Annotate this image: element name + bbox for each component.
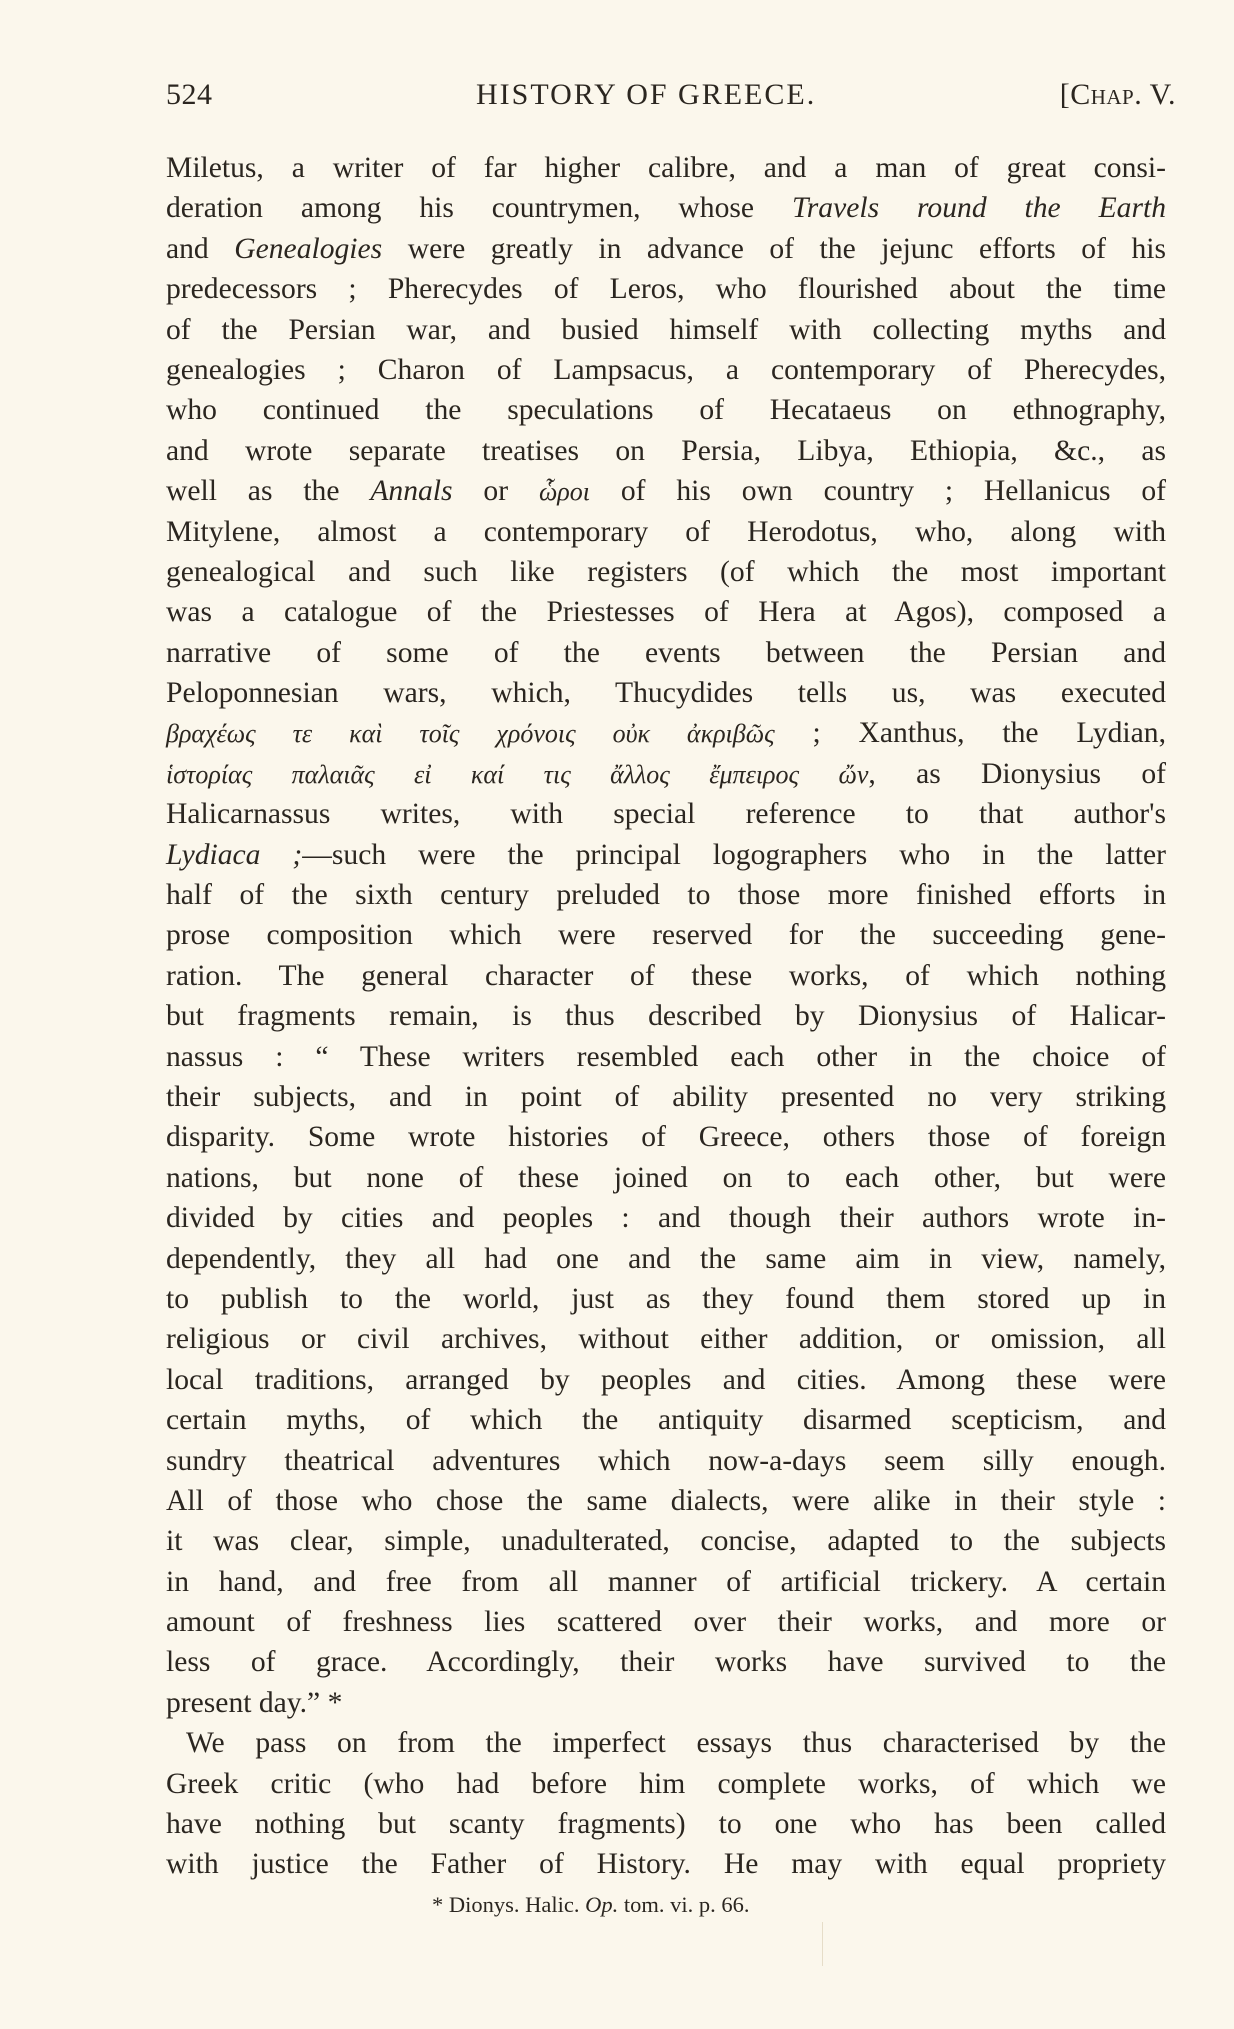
text-line: it was clear, simple, unadulterated, concise, adapted to the subjects — [166, 1525, 1166, 1558]
footnote-work: Op. — [585, 1892, 619, 1917]
text-line: certain myths, of which the antiquity disarmed scepticism, and — [166, 1404, 1166, 1437]
text-line: We pass on from the imperfect essays thus characterised by the — [186, 1727, 1166, 1760]
text-line: Mitylene, almost a contemporary of Herodotus, who, along with — [166, 515, 1166, 548]
text-line: narrative of some of the events between the Persian and — [166, 636, 1166, 669]
text-line: sundry theatrical adventures which now-a-days seem silly enough. — [166, 1444, 1166, 1477]
text-line: their subjects, and in point of ability presented no very striking — [166, 1080, 1166, 1113]
chapter-reference: [Chap. V. — [1059, 78, 1176, 111]
text-line: ration. The general character of these works, of which nothing — [166, 959, 1166, 992]
text-line: dependently, they all had one and the same aim in view, namely, — [166, 1242, 1166, 1275]
text-line: was a catalogue of the Priestesses of Hera at Agos), composed a — [166, 596, 1166, 629]
text-line: disparity. Some wrote histories of Greece, others those of foreign — [166, 1121, 1166, 1154]
footnote-text: Dionys. Halic. — [443, 1892, 586, 1917]
italic-title: Annals — [370, 475, 453, 508]
greek-quote: βραχέως τε καὶ τοῖς χρόνοις οὐκ ἀκριβῶς — [166, 719, 775, 749]
text-line: ἱστορίας παλαιᾶς εἰ καί τις ἄλλος ἔμπειρος ὤν, as Dionysius of — [166, 757, 1166, 790]
page-number: 524 — [166, 78, 213, 111]
text-line: predecessors ; Pherecydes of Leros, who flourished about the time — [166, 273, 1166, 306]
text-line: local traditions, arranged by peoples and cities. Among these were — [166, 1363, 1166, 1396]
italic-title: Lydiaca ; — [166, 838, 303, 871]
book-title: HISTORY OF GREECE. — [476, 78, 817, 111]
text-line: but fragments remain, is thus described by Dionysius of Halicar- — [166, 1000, 1166, 1033]
text-line: half of the sixth century preluded to those more finished efforts in — [166, 879, 1166, 912]
text-line: less of grace. Accordingly, their works have survived to the — [166, 1646, 1166, 1679]
text-line: divided by cities and peoples : and though their authors wrote in- — [166, 1202, 1166, 1235]
running-head — [166, 78, 1176, 118]
footnote-ref: tom. vi. p. 66. — [618, 1892, 750, 1917]
binding-mark — [822, 1922, 823, 1966]
text-line: Peloponnesian wars, which, Thucydides tells us, was executed — [166, 677, 1166, 710]
text-line: All of those who chose the same dialects, were alike in their style : — [166, 1484, 1166, 1517]
text-line: nations, but none of these joined on to each other, but were — [166, 1161, 1166, 1194]
greek-quote: ἱστορίας παλαιᾶς εἰ καί τις ἄλλος ἔμπειρος ὤν — [166, 759, 869, 789]
text-line: who continued the speculations of Hecataeus on ethnography, — [166, 394, 1166, 427]
text-line: βραχέως τε καὶ τοῖς χρόνοις οὐκ ἀκριβῶς ; Xanthus, the Lydian, — [166, 717, 1166, 750]
italic-title: Travels round the Earth — [791, 192, 1166, 225]
text-line: Greek critic (who had before him complete works, of which we — [166, 1767, 1166, 1800]
text-line: nassus : “ These writers resembled each other in the choice of — [166, 1040, 1166, 1073]
text-line: in hand, and free from all manner of artificial trickery. A certain — [166, 1565, 1166, 1598]
text-line: Lydiaca ;—such were the principal logographers who in the latter — [166, 838, 1167, 871]
text-line: with justice the Father of History. He may with equal propriety — [166, 1848, 1166, 1881]
text-line: Halicarnassus writes, with special reference to that author's — [166, 798, 1166, 831]
text-line: present day.” * — [166, 1686, 343, 1719]
text-line: genealogical and such like registers (of which the most important — [166, 555, 1166, 588]
text-line: of the Persian war, and busied himself with collecting myths and — [166, 313, 1166, 346]
body-text — [166, 148, 1166, 1885]
text-line: and Genealogies were greatly in advance of the jejunc efforts of his — [166, 232, 1166, 265]
text-line: Miletus, a writer of far higher calibre, and a man of great consi- — [166, 152, 1166, 184]
text-line: religious or civil archives, without either addition, or omission, all — [166, 1323, 1166, 1356]
text-line: and wrote separate treatises on Persia, Libya, Ethiopia, &c., as — [166, 434, 1166, 467]
text-line: to publish to the world, just as they found them stored up in — [166, 1282, 1166, 1315]
text-line: have nothing but scanty fragments) to one who has been called — [166, 1808, 1166, 1841]
text-line: well as the Annals or ὧροι of his own country ; Hellanicus of — [166, 475, 1166, 508]
text-line: genealogies ; Charon of Lampsacus, a contemporary of Pherecydes, — [166, 353, 1166, 386]
text-line: deration among his countrymen, whose Travels round the Earth — [166, 192, 1166, 225]
greek-text: ὧροι — [538, 477, 590, 507]
text-line: prose composition which were reserved for the succeeding gene- — [166, 919, 1166, 952]
footnote — [432, 1892, 750, 1918]
italic-title: Genealogies — [234, 232, 383, 265]
text-line: amount of freshness lies scattered over their works, and more or — [166, 1606, 1166, 1639]
footnote-marker: * — [432, 1892, 444, 1917]
